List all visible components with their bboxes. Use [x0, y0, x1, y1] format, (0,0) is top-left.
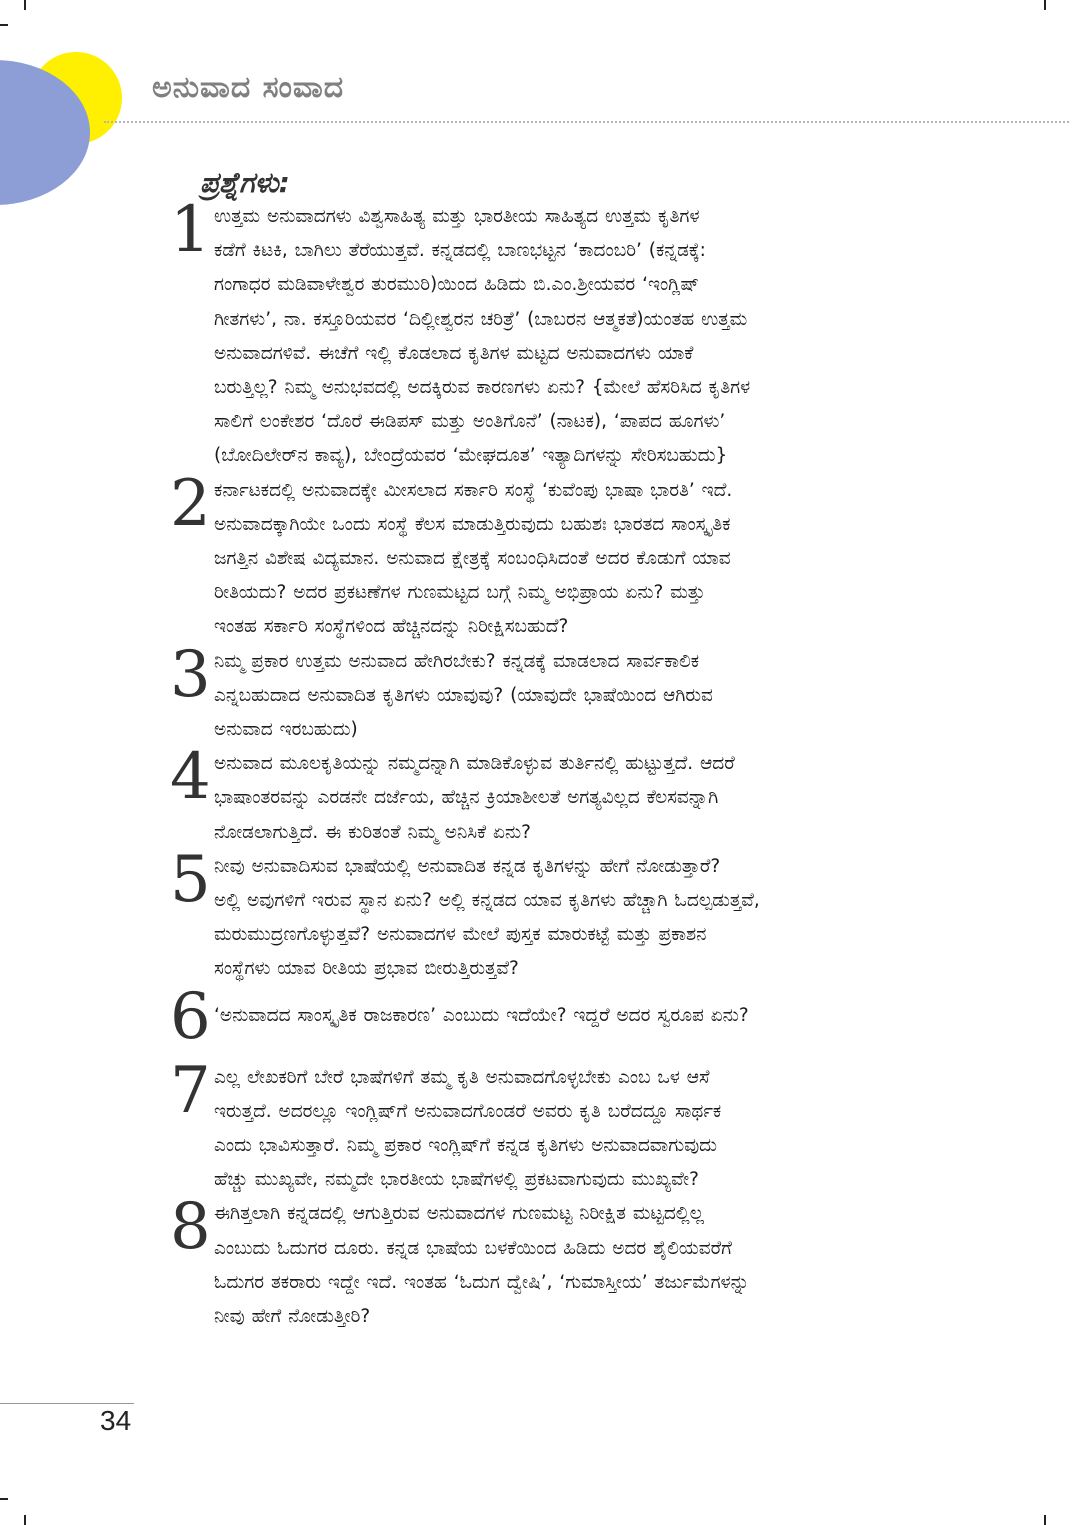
crop-mark-bottom-right — [1044, 1515, 1046, 1525]
questions-list — [170, 193, 945, 1334]
question-text: ಉತ್ತಮ ಅನುವಾದಗಳು ವಿಶ್ವಸಾಹಿತ್ಯ ಮತ್ತು ಭಾರತೀಯ ಸಾಹಿತ್ಯದ ಉತ್ತಮ ಕೃತಿಗಳ ಕಡೆಗೆ ಕಿಟಕಿ, ಬಾಗಿಲು ತೆರೆಯುತ್ತವೆ. ಕನ್ನಡದಲ್ಲಿ ಬಾಣಭಟ್ಟನ ‘ಕಾದಂಬರಿ’ (ಕನ್ನಡಕ್ಕೆ: ಗಂಗಾಧರ ಮಡಿವಾಳೇಶ್ವರ ತುರಮುರಿ)ಯಿಂದ ಹಿಡಿದು ಬಿ.ಎಂ.ಶ್ರೀಯವರ ‘ಇಂಗ್ಲಿಷ್ ಗೀತಗಳು’, ನಾ. ಕಸ್ತೂರಿಯವರ ‘ದಿಲ್ಲೀಶ್ವರನ ಚರಿತ್ರೆ’ (ಬಾಬರನ ಆತ್ಮಕತೆ)ಯಂತಹ ಉತ್ತಮ ಅನುವಾದಗಳಿವೆ. ಈಚೆಗೆ ಇಲ್ಲಿ ಕೊಡಲಾದ ಕೃತಿಗಳ ಮಟ್ಟದ ಅನುವಾದಗಳು ಯಾಕೆ ಬರುತ್ತಿಲ್ಲ? ನಿಮ್ಮ ಅನುಭವದಲ್ಲಿ ಅದಕ್ಕಿರುವ ಕಾರಣಗಳು ಏನು? {ಮೇಲೆ ಹೆಸರಿಸಿದ ಕೃತಿಗಳ ಸಾಲಿಗೆ ಲಂಕೇಶರ ‘ದೊರೆ ಈಡಿಪಸ್ ಮತ್ತು ಅಂತಿಗೊನೆ’ (ನಾಟಕ), ‘ಪಾಪದ ಹೂಗಳು’ (ಬೋದಿಲೇರ್‌ನ ಕಾವ್ಯ), ಬೇಂದ್ರೆಯವರ ‘ಮೇಘದೂತ’ ಇತ್ಯಾದಿಗಳನ್ನು ಸೇರಿಸಬಹುದು} — [214, 206, 751, 467]
question-item — [170, 193, 945, 474]
question-number: 1 — [170, 193, 211, 267]
question-text: ನಿಮ್ಮ ಪ್ರಕಾರ ಉತ್ತಮ ಅನುವಾದ ಹೇಗಿರಬೇಕು? ಕನ್ನಡಕ್ಕೆ ಮಾಡಲಾದ ಸಾರ್ವಕಾಲಿಕ ಎನ್ನಬಹುದಾದ ಅನುವಾದಿತ ಕೃತಿಗಳು ಯಾವುವು? (ಯಾವುದೇ ಭಾಷೆಯಿಂದ ಆಗಿರುವ ಅನುವಾದ ಇರಬಹುದು) — [214, 650, 713, 741]
page-number: 34 — [100, 1405, 132, 1436]
question-item — [170, 979, 945, 1054]
question-text: ಎಲ್ಲ ಲೇಖಕರಿಗೆ ಬೇರೆ ಭಾಷೆಗಳಿಗೆ ತಮ್ಮ ಕೃತಿ ಅನುವಾದಗೊಳ್ಳಬೇಕು ಎಂಬ ಒಳ ಆಸೆ ಇರುತ್ತದೆ. ಅದರಲ್ಲೂ ಇಂಗ್ಲಿಷ್‌ಗೆ ಅನುವಾದಗೊಂಡರೆ ಅವರು ಕೃತಿ ಬರೆದದ್ದೂ ಸಾರ್ಥಕ ಎಂದು ಭಾವಿಸುತ್ತಾರೆ. ನಿಮ್ಮ ಪ್ರಕಾರ ಇಂಗ್ಲಿಷ್‌ಗೆ ಕನ್ನಡ ಕೃತಿಗಳು ಅನುವಾದವಾಗುವುದು ಹೆಚ್ಚು ಮುಖ್ಯವೇ, ನಮ್ಮದೇ ಭಾರತೀಯ ಭಾಷೆಗಳಲ್ಲಿ ಪ್ರಕಟವಾಗುವುದು ಮುಖ್ಯವೇ? — [214, 1066, 722, 1191]
question-item — [170, 740, 945, 850]
question-text: ಕರ್ನಾಟಕದಲ್ಲಿ ಅನುವಾದಕ್ಕೇ ಮೀಸಲಾದ ಸರ್ಕಾರಿ ಸಂಸ್ಥೆ ‘ಕುವೆಂಪು ಭಾಷಾ ಭಾರತಿ’ ಇದೆ. ಅನುವಾದಕ್ಕಾಗಿಯೇ ಒಂದು ಸಂಸ್ಥೆ ಕೆಲಸ ಮಾಡುತ್ತಿರುವುದು ಬಹುಶಃ ಭಾರತದ ಸಾಂಸ್ಕೃತಿಕ ಜಗತ್ತಿನ ವಿಶೇಷ ವಿದ್ಯಮಾನ. ಅನುವಾದ ಕ್ಷೇತ್ರಕ್ಕೆ ಸಂಬಂಧಿಸಿದಂತೆ ಅದರ ಕೊಡುಗೆ ಯಾವ ರೀತಿಯದು? ಅದರ ಪ್ರಕಟಣೆಗಳ ಗುಣಮಟ್ಟದ ಬಗ್ಗೆ ನಿಮ್ಮ ಅಭಿಪ್ರಾಯ ಏನು? ಮತ್ತು ಇಂತಹ ಸರ್ಕಾರಿ ಸಂಸ್ಥೆಗಳಿಂದ ಹೆಚ್ಚಿನದನ್ನು ನಿರೀಕ್ಷಿಸಬಹುದೆ? — [214, 479, 733, 638]
section-heading: ಪ್ರಶ್ನೆಗಳು: — [200, 166, 290, 199]
question-number: 8 — [170, 1190, 211, 1265]
crop-mark-bottom-left — [24, 1515, 26, 1525]
crop-mark-top-left — [24, 0, 26, 10]
question-number: 6 — [170, 979, 211, 1054]
footer-rule — [0, 1403, 134, 1404]
header-dotted-rule — [104, 121, 1069, 123]
question-item — [170, 842, 945, 987]
question-number: 2 — [170, 466, 211, 541]
question-text: ನೀವು ಅನುವಾದಿಸುವ ಭಾಷೆಯಲ್ಲಿ ಅನುವಾದಿತ ಕನ್ನಡ ಕೃತಿಗಳನ್ನು ಹೇಗೆ ನೋಡುತ್ತಾರೆ? ಅಲ್ಲಿ ಅವುಗಳಿಗೆ ಇರುವ ಸ್ಥಾನ ಏನು? ಅಲ್ಲಿ ಕನ್ನಡದ ಯಾವ ಕೃತಿಗಳು ಹೆಚ್ಚಾಗಿ ಓದಲ್ಪಡುತ್ತವೆ, ಮರುಮುದ್ರಣಗೊಳ್ಳುತ್ತವೆ? ಅನುವಾದಗಳ ಮೇಲೆ ಪುಸ್ತಕ ಮಾರುಕಟ್ಟೆ ಮತ್ತು ಪ್ರಕಾಶನ ಸಂಸ್ಥೆಗಳು ಯಾವ ರೀತಿಯ ಪ್ರಭಾವ ಬೀರುತ್ತಿರುತ್ತವೆ? — [214, 855, 760, 980]
question-number: 7 — [170, 1053, 211, 1128]
question-item — [170, 466, 945, 645]
question-item — [170, 637, 945, 748]
question-text: ಅನುವಾದ ಮೂಲಕೃತಿಯನ್ನು ನಮ್ಮದನ್ನಾಗಿ ಮಾಡಿಕೊಳ್ಳುವ ತುರ್ತಿನಲ್ಲಿ ಹುಟ್ಟುತ್ತದೆ. ಆದರೆ ಭಾಷಾಂತರವನ್ನು ಎರಡನೇ ದರ್ಜೆಯ, ಹೆಚ್ಚಿನ ಕ್ರಿಯಾಶೀಲತೆ ಅಗತ್ಯವಿಲ್ಲದ ಕೆಲಸವನ್ನಾಗಿ ನೋಡಲಾಗುತ್ತಿದೆ. ಈ ಕುರಿತಂತೆ ನಿಮ್ಮ ಅನಿಸಿಕೆ ಏನು? — [214, 753, 735, 843]
question-item — [170, 1053, 945, 1198]
question-number: 3 — [170, 637, 211, 712]
crop-mark-top-right — [1044, 0, 1046, 10]
question-number: 4 — [170, 740, 211, 815]
running-header-title: ಅನುವಾದ ಸಂವಾದ — [152, 70, 345, 105]
question-text: ಈಗಿತ್ತಲಾಗಿ ಕನ್ನಡದಲ್ಲಿ ಆಗುತ್ತಿರುವ ಅನುವಾದಗಳ ಗುಣಮಟ್ಟ ನಿರೀಕ್ಷಿತ ಮಟ್ಟದಲ್ಲಿಲ್ಲ ಎಂಬುದು ಓದುಗರ ದೂರು. ಕನ್ನಡ ಭಾಷೆಯ ಬಳಕೆಯಿಂದ ಹಿಡಿದು ಅದರ ಶೈಲಿಯವರೆಗೆ ಓದುಗರ ತಕರಾರು ಇದ್ದೇ ಇದೆ. ಇಂತಹ ‘ಓದುಗ ದ್ವೇಷಿ’, ‘ಗುಮಾಸ್ತೀಯ’ ತರ್ಜುಮೆಗಳನ್ನು ನೀವು ಹೇಗೆ ನೋಡುತ್ತೀರಿ? — [214, 1203, 750, 1328]
crop-mark-left-top — [0, 24, 8, 26]
question-number: 5 — [170, 842, 211, 917]
crop-mark-left-bottom — [0, 1498, 8, 1500]
question-text: ‘ಅನುವಾದದ ಸಾಂಸ್ಕೃತಿಕ ರಾಜಕಾರಣ’ ಎಂಬುದು ಇದೆಯೇ? ಇದ್ದರೆ ಅದರ ಸ್ವರೂಪ ಏನು? — [214, 1004, 749, 1026]
question-item — [170, 1190, 945, 1334]
